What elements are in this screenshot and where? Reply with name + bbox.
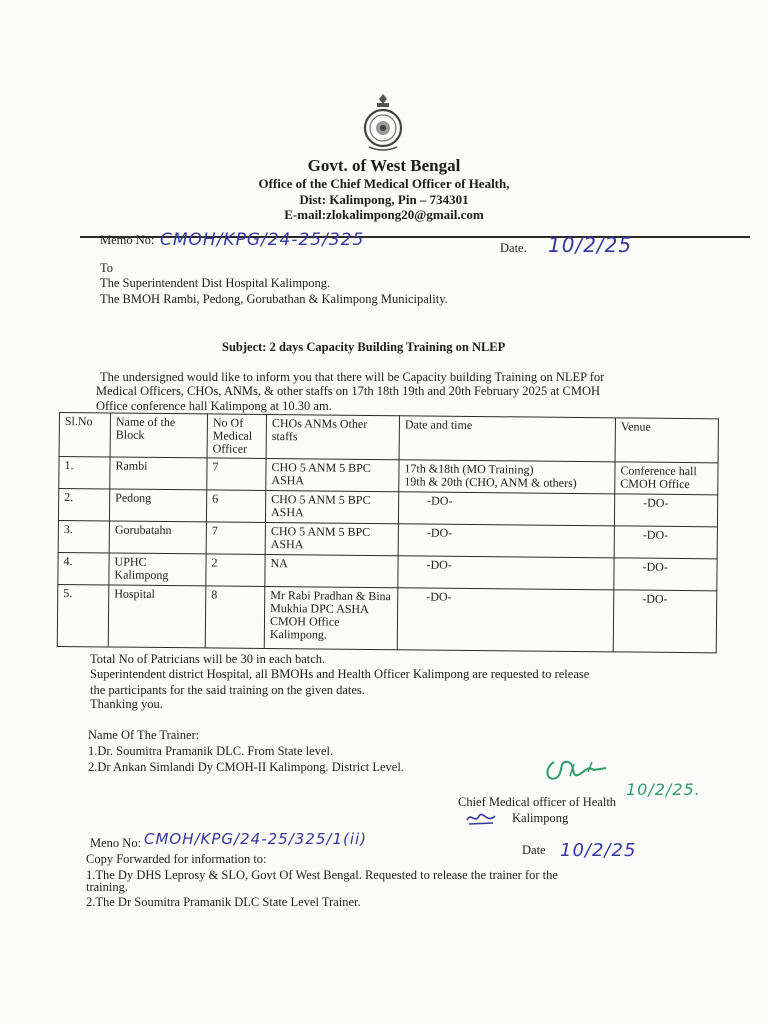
copy-line-2: 2.The Dr Soumitra Pramanik DLC State Level Trainer. xyxy=(86,895,361,909)
copy-title: Copy Forwarded for information to: xyxy=(86,852,267,866)
memo2-date-label: Date xyxy=(522,843,546,857)
copy-line-1a: 1.The Dy DHS Leprosy & SLO, Govt Of West Bengal. Requested to release the trainer for the xyxy=(86,868,558,882)
memo2-date-value: 10/2/25 xyxy=(560,840,637,861)
after-line-1: Total No of Patricians will be 30 in each batch. xyxy=(90,652,326,666)
body-line-1: The undersigned would like to inform you that there will be Capacity building Training on NLEP for xyxy=(100,370,605,384)
initials-icon xyxy=(463,808,499,828)
cell-mo: 6 xyxy=(206,490,265,523)
to-line-2: The BMOH Rambi, Pedong, Gorubathan & Kalimpong Municipality. xyxy=(100,292,448,306)
cell-sl: 5. xyxy=(57,584,109,646)
cell-block: Hospital xyxy=(108,585,206,648)
letterhead-govt: Govt. of West Bengal xyxy=(307,156,461,175)
cell-date: -DO- xyxy=(398,524,614,558)
cell-venue: -DO- xyxy=(614,526,717,559)
cell-block: UPHC Kalimpong xyxy=(109,553,206,586)
trainer-1: 1.Dr. Soumitra Pramanik DLC. From State level. xyxy=(88,744,334,758)
after-line-3: the participants for the said training on the given dates. xyxy=(90,683,365,697)
signature-title: Chief Medical officer of Health xyxy=(458,795,617,809)
cell-mo: 7 xyxy=(206,522,265,555)
body-line-3: Office conference hall Kalimpong at 10.30 am. xyxy=(96,399,332,413)
letterhead-email: E-mail:zlokalimpong20@gmail.com xyxy=(284,207,484,222)
trainer-2: 2.Dr Ankan Simlandi Dy CMOH-II Kalimpong. District Level. xyxy=(88,760,404,774)
header-venue: Venue xyxy=(615,418,718,463)
cell-staff: CHO 5 ANM 5 BPC ASHA xyxy=(266,458,399,491)
header-block: Name of the Block xyxy=(110,413,207,458)
body-line-2: Medical Officers, CHOs, ANMs, & other staffs on 17th 18th 19th and 20th February 2025 at CMOH xyxy=(96,384,600,398)
header-date: Date and time xyxy=(399,416,615,462)
officer-signature-icon xyxy=(540,752,620,788)
cell-venue: -DO- xyxy=(614,494,717,527)
letterhead-dist: Dist: Kalimpong, Pin – 734301 xyxy=(299,192,469,207)
cell-venue: -DO- xyxy=(614,558,717,591)
cell-date xyxy=(399,460,615,494)
cell-staff: CHO 5 ANM 5 BPC ASHA xyxy=(265,522,398,555)
cell-date-line-1: 17th &18th (MO Training) xyxy=(404,461,534,477)
memo-date-value: 10/2/25 xyxy=(548,233,633,257)
after-line-2: Superintendent district Hospital, all BMOHs and Health Officer Kalimpong are requested to release xyxy=(90,667,590,681)
after-line-4: Thanking you. xyxy=(90,697,163,711)
cell-mo: 7 xyxy=(207,458,266,491)
cell-mo: 8 xyxy=(205,586,265,649)
signature-place: Kalimpong xyxy=(512,811,569,825)
memo-label: Memo No: xyxy=(100,233,155,247)
signature-date: 10/2/25. xyxy=(626,780,701,799)
header-staff: CHOs ANMs Other staffs xyxy=(266,414,399,459)
training-table xyxy=(57,412,719,653)
cell-venue: -DO- xyxy=(613,590,717,653)
cell-staff: CHO 5 ANM 5 BPC ASHA xyxy=(265,490,398,523)
cell-sl: 2. xyxy=(58,489,109,521)
table-header-row xyxy=(59,413,718,463)
memo2-label: Meno No: xyxy=(90,836,142,850)
subject: Subject: 2 days Capacity Building Training on NLEP xyxy=(222,340,506,354)
cell-date: -DO- xyxy=(397,588,614,652)
letterhead-office: Office of the Chief Medical Officer of Health, xyxy=(258,176,510,191)
cell-venue: Conference hall CMOH Office xyxy=(615,462,718,495)
header-slno: Sl.No xyxy=(59,413,110,457)
cell-staff: NA xyxy=(265,554,398,587)
header-mo: No Of Medical Officer xyxy=(207,414,266,459)
memo-date-label: Date. xyxy=(500,241,527,255)
copy-line-1b: training. xyxy=(86,880,129,894)
memo2-number: CMOH/KPG/24-25/325/1(ii) xyxy=(144,830,368,848)
cell-sl: 3. xyxy=(58,520,109,552)
cell-block: Gorubatahn xyxy=(109,521,206,554)
cell-date-line-2: 19th & 20th (CHO, ANM & others) xyxy=(404,474,577,490)
cell-mo: 2 xyxy=(206,554,265,587)
cell-date: -DO- xyxy=(398,556,614,590)
cell-date: -DO- xyxy=(398,492,614,526)
to-line-1: The Superintendent Dist Hospital Kalimpong. xyxy=(100,276,331,290)
trainer-title: Name Of The Trainer: xyxy=(88,728,200,742)
cell-staff: Mr Rabi Pradhan & Bina Mukhia DPC ASHA CMOH Office Kalimpong. xyxy=(264,586,398,649)
table-row xyxy=(57,584,717,652)
memo-number: CMOH/KPG/24-25/325 xyxy=(160,230,365,250)
cell-sl: 4. xyxy=(58,552,109,584)
cell-block: Rambi xyxy=(110,457,207,490)
emblem-icon xyxy=(360,92,406,154)
to-label: To xyxy=(100,261,114,275)
cell-block: Pedong xyxy=(109,489,206,522)
cell-sl: 1. xyxy=(59,457,110,489)
